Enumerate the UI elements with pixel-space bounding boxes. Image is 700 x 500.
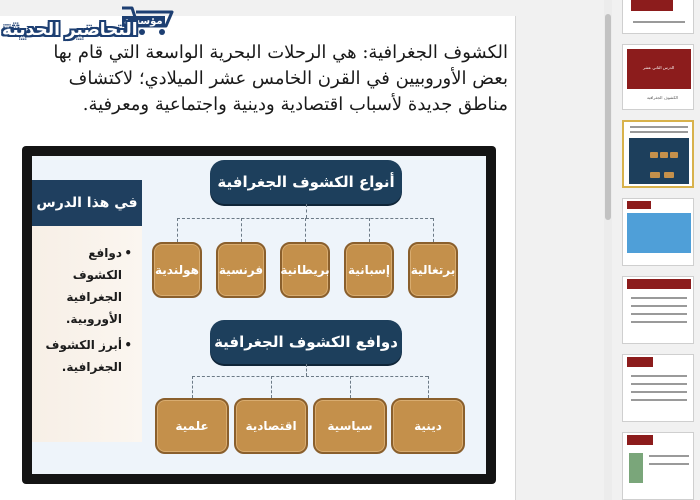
- connector-line: [369, 218, 370, 242]
- connector-line: [350, 376, 351, 398]
- thumb-text-line: [631, 313, 687, 315]
- connector-line: [433, 218, 434, 242]
- infographic-content: [32, 156, 486, 474]
- thumb-text-line: [633, 21, 685, 23]
- connector-line: [306, 364, 307, 376]
- motive-box-economic: اقتصادية: [234, 398, 308, 454]
- thumb-map: [627, 213, 691, 253]
- lesson-overview-item: • أبرز الكشوف الجغرافية.: [40, 334, 132, 378]
- thumb-subtitle-text: الكشوف الجغرافية: [647, 95, 679, 100]
- thumb-text-line: [631, 305, 687, 307]
- thumb-header-bar: [627, 435, 653, 445]
- lesson-overview-list: [32, 226, 142, 378]
- type-box-portuguese: برتغالية: [408, 242, 458, 298]
- slide-thumbnail-1[interactable]: [622, 0, 694, 34]
- slide-thumbnail-6[interactable]: [622, 354, 694, 422]
- slide-thumbnail-5[interactable]: [622, 276, 694, 344]
- thumb-text-line: [631, 297, 687, 299]
- type-box-british: بريطانية: [280, 242, 330, 298]
- thumb-box: [650, 172, 660, 178]
- slide-thumbnail-7[interactable]: [622, 432, 694, 500]
- thumb-text-line: [631, 375, 687, 377]
- lesson-overview-title: في هذا الدرس: [32, 180, 142, 226]
- type-box-spanish: إسبانية: [344, 242, 394, 298]
- brand-logo: [0, 0, 190, 48]
- thumb-box: [650, 152, 658, 158]
- logo-subtitle: مؤسسة: [124, 16, 163, 27]
- type-box-dutch: هولندية: [152, 242, 202, 298]
- logo-title: التحاضير الحديثة: [2, 20, 138, 40]
- slide-thumbnail-3-active[interactable]: [622, 120, 694, 188]
- connector-line: [192, 376, 193, 398]
- thumb-text-line: [631, 321, 687, 323]
- connector-line: [305, 218, 306, 242]
- thumb-header-bar: [627, 201, 651, 209]
- thumb-title-text: الدرس الثاني عشر: [643, 65, 675, 70]
- lesson-overview-item: • دوافع الكشوف الجغرافية الأوروبية.: [40, 242, 132, 330]
- thumb-text-line: [649, 455, 689, 457]
- types-banner: أنواع الكشوف الجغرافية: [210, 160, 402, 204]
- slide-thumbnail-2[interactable]: [622, 44, 694, 110]
- connector-line: [177, 218, 178, 242]
- lesson-overview-panel: [32, 180, 142, 442]
- slide-thumbnail-4[interactable]: [622, 198, 694, 266]
- thumb-text-line: [630, 126, 688, 128]
- motive-box-religious: دينية: [391, 398, 465, 454]
- thumb-text-line: [631, 391, 687, 393]
- connector-line: [428, 376, 429, 398]
- thumb-header-bar: [627, 279, 691, 289]
- connector-line: [192, 376, 428, 377]
- thumb-text-line: [631, 383, 687, 385]
- motive-box-scientific: علمية: [155, 398, 229, 454]
- connector-line: [306, 204, 307, 218]
- motives-banner: دوافع الكشوف الجغرافية: [210, 320, 402, 364]
- thumb-text-line: [631, 399, 687, 401]
- connector-line: [271, 376, 272, 398]
- connector-line: [241, 218, 242, 242]
- thumb-header-bar: [627, 357, 653, 367]
- infographic-frame: [22, 146, 496, 484]
- definition-text: الكشوف الجغرافية: هي الرحلات البحرية الواسعة التي قام بها بعض الأوروبيين في القرن الخامس عشر الميلادي؛ لاكتشاف مناطق جديدة لأسباب اقتصادية ودينية واجتماعية ومعرفية.: [53, 42, 508, 115]
- slide-canvas: [0, 16, 516, 500]
- type-box-french: فرنسية: [216, 242, 266, 298]
- thumb-header-bar: [631, 0, 673, 11]
- thumb-text-line: [630, 131, 688, 133]
- thumb-box: [670, 152, 678, 158]
- thumb-box: [660, 152, 668, 158]
- motive-box-political: سياسية: [313, 398, 387, 454]
- slides-scrollbar-thumb[interactable]: [605, 14, 611, 220]
- thumb-image: [629, 453, 643, 483]
- thumb-box: [664, 172, 674, 178]
- thumb-text-line: [649, 463, 689, 465]
